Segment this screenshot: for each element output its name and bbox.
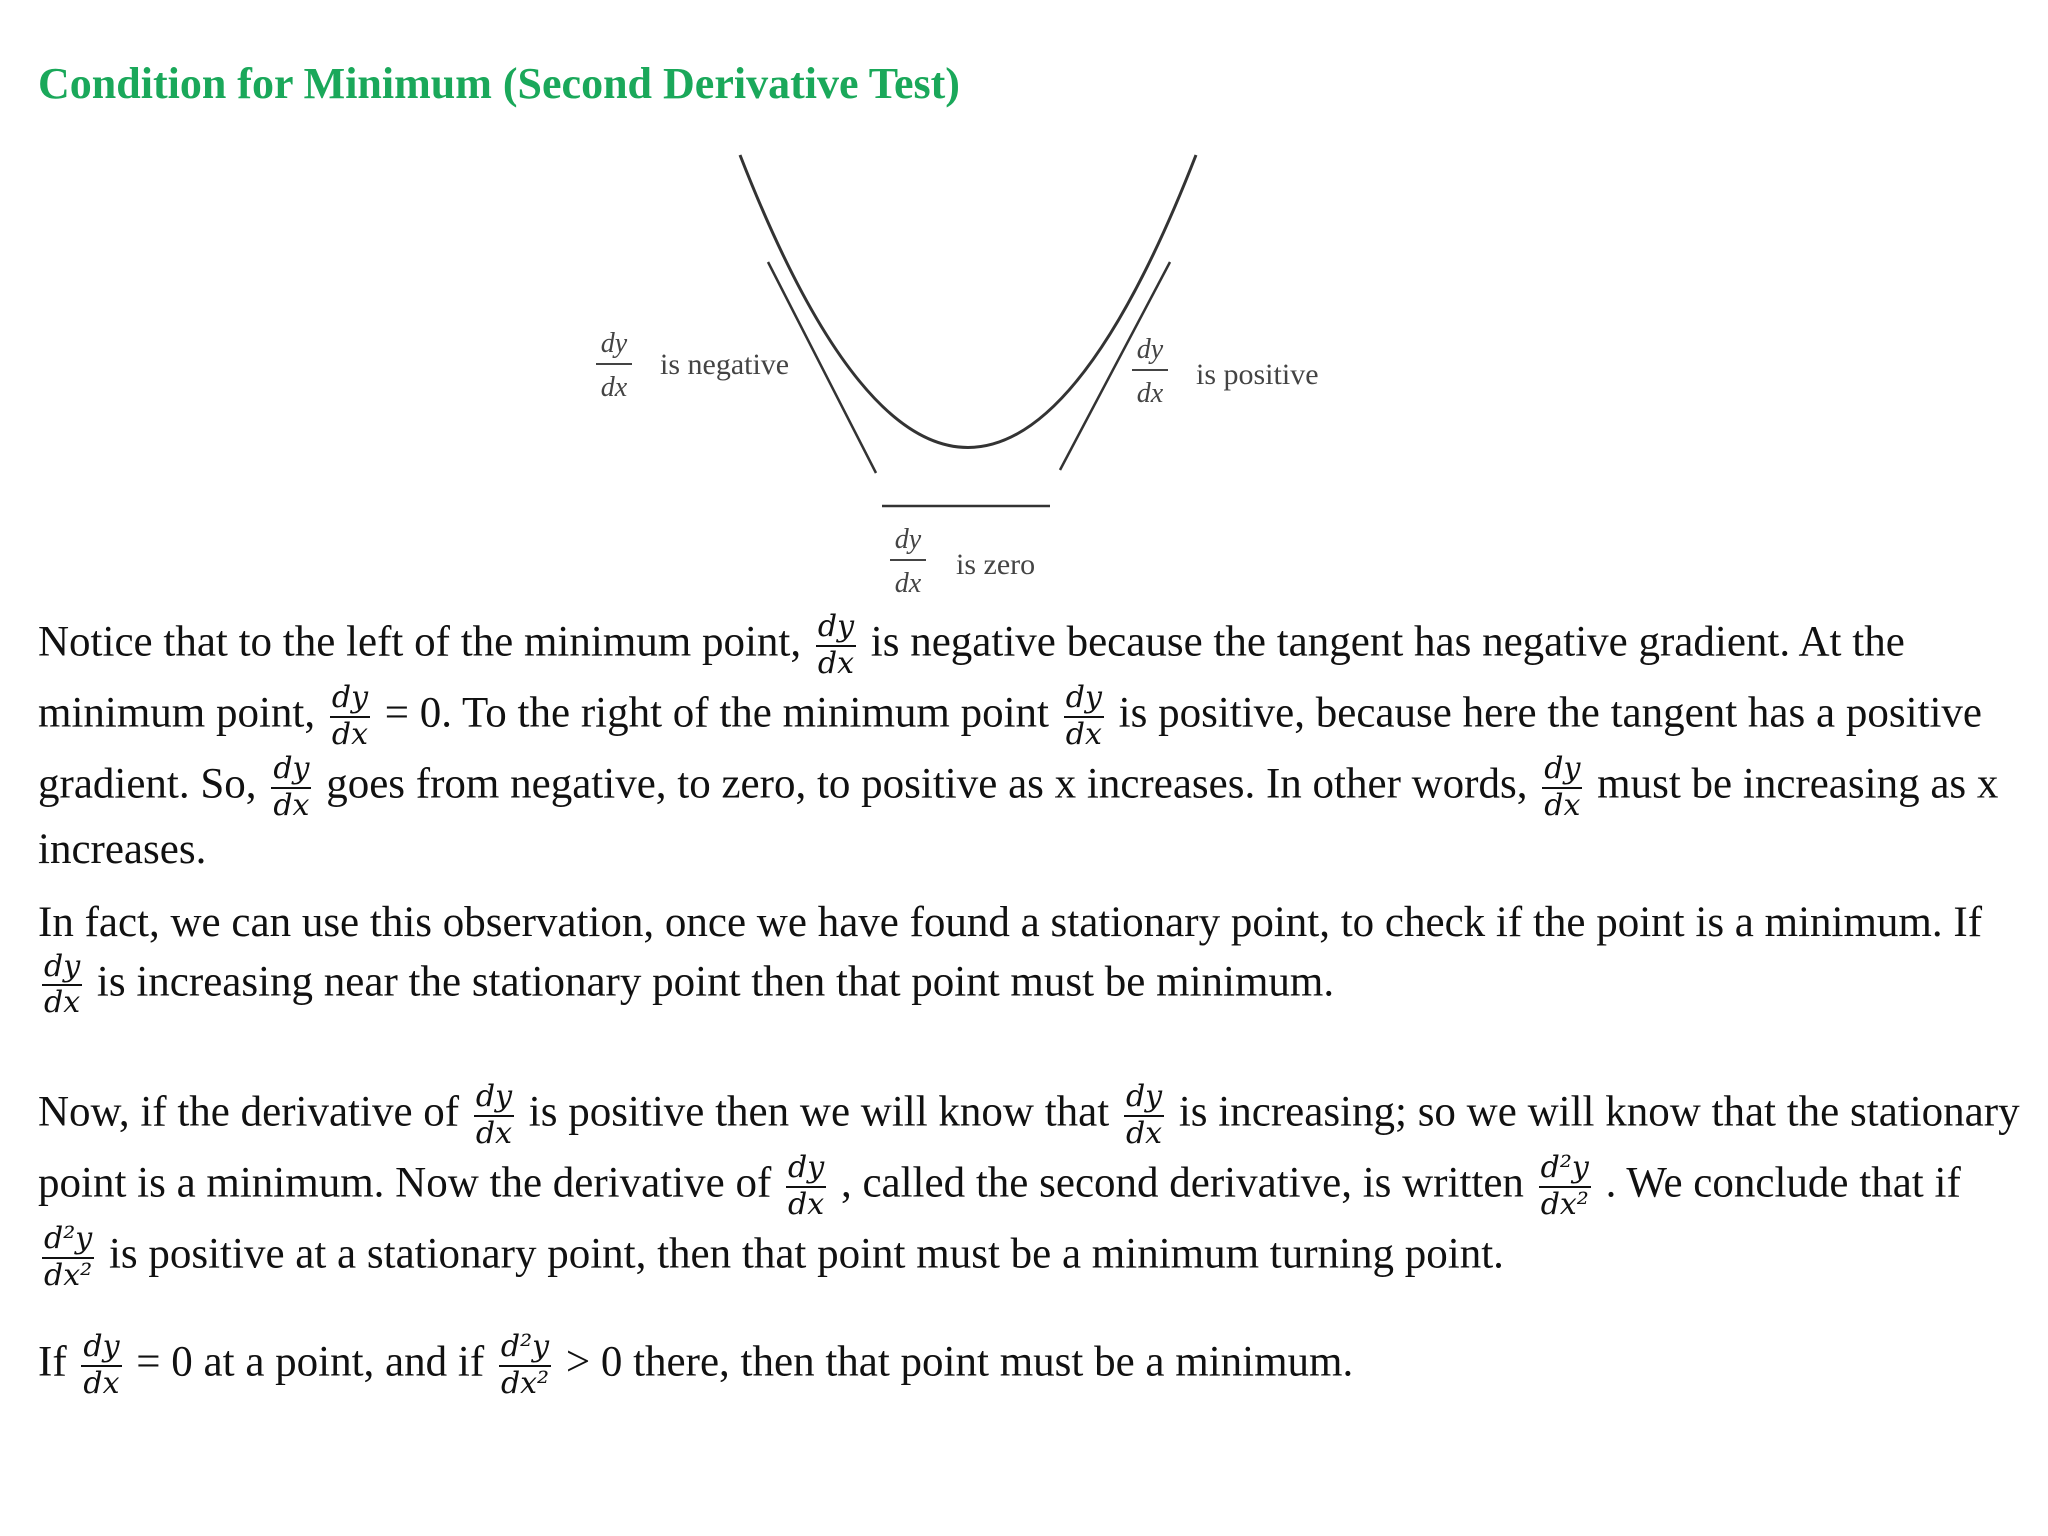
fraction-dydx: $\frac{dy}{dx}$ xyxy=(273,751,310,823)
fig-bottom-dx: dx xyxy=(894,568,922,599)
minimum-curve-diagram xyxy=(0,0,2048,620)
paragraph-1: Notice that to the left of the minimum point, $\frac{dy}{dx}$ is negative because the tangent has negative gradient. At the minimum point, $\frac{dy}{dx}$ = 0. To the right of the minimum point $\frac{dy}{dx}$ is positive, because here the tangent has a positive gradient. So, $\frac{dy}{dx}$ goes from negative, to zero, to positive as x increases. In other words, $\frac{dy}{dx}$ must be increasing as x increases. xyxy=(38,609,1999,873)
paragraph-3: Now, if the derivative of $\frac{dy}{dx}$ is positive then we will know that $\frac{dy}{dx}$ is increasing; so we will know that the stationary point is a minimum. Now the derivative of $\frac{dy}{dx}$ , called the second derivative, is written $\frac{\text{d²y}}{\text{dx²}}$ . We conclude that if $\frac{\text{d²y}}{\text{dx²}}$ is positive at a stationary point, then that point must be a minimum turning point. xyxy=(38,1079,2020,1293)
paragraph-2: In fact, we can use this observation, once we have found a stationary point, to check if the point is a minimum. If $\frac{dy}{dx}$ is increasing near the stationary point then that point must be minimum. xyxy=(38,899,1983,1021)
paragraph-4: If $\frac{dy}{dx}$ = 0 at a point, and if $\frac{\text{d²y}}{\text{dx²}}$ > 0 there, then that point must be a minimum. xyxy=(38,1329,1354,1401)
fraction-d2ydx2: $\frac{\text{d²y}}{\text{dx²}}$ xyxy=(1540,1150,1589,1222)
fraction-d2ydx2: $\frac{\text{d²y}}{\text{dx²}}$ xyxy=(500,1329,550,1401)
fraction-dydx: $\frac{dy}{dx}$ xyxy=(1125,1079,1163,1151)
fraction-dydx: $\frac{dy}{dx}$ xyxy=(1065,680,1102,752)
fraction-dydx: $\frac{dy}{dx}$ xyxy=(788,1150,825,1222)
fraction-dydx: $\frac{dy}{dx}$ xyxy=(817,609,855,681)
fraction-dydx: $\frac{dy}{dx}$ xyxy=(475,1079,513,1151)
fraction-dydx: $\frac{dy}{dx}$ xyxy=(331,680,369,752)
fig-bottom-dy: dy xyxy=(894,524,922,555)
fraction-dydx: $\frac{dy}{dx}$ xyxy=(83,1329,120,1401)
parabola-curve xyxy=(740,155,1196,448)
fig-label-zero: is zero xyxy=(956,548,1036,581)
fraction-dydx: $\frac{dy}{dx}$ xyxy=(1544,751,1581,823)
fig-left-dy: dy xyxy=(600,328,628,359)
fraction-d2ydx2: $\frac{\text{d²y}}{\text{dx²}}$ xyxy=(44,1221,93,1293)
fig-left-dx: dx xyxy=(600,372,628,403)
fig-label-negative: is negative xyxy=(660,348,790,381)
page-title: Condition for Minimum (Second Derivative Test) xyxy=(38,59,960,108)
fig-right-dx: dx xyxy=(1136,378,1164,409)
fig-label-positive: is positive xyxy=(1196,358,1319,391)
fig-right-dy: dy xyxy=(1136,334,1164,365)
tangent-right xyxy=(1060,262,1170,470)
fraction-dydx: $\frac{dy}{dx}$ xyxy=(44,948,81,1021)
